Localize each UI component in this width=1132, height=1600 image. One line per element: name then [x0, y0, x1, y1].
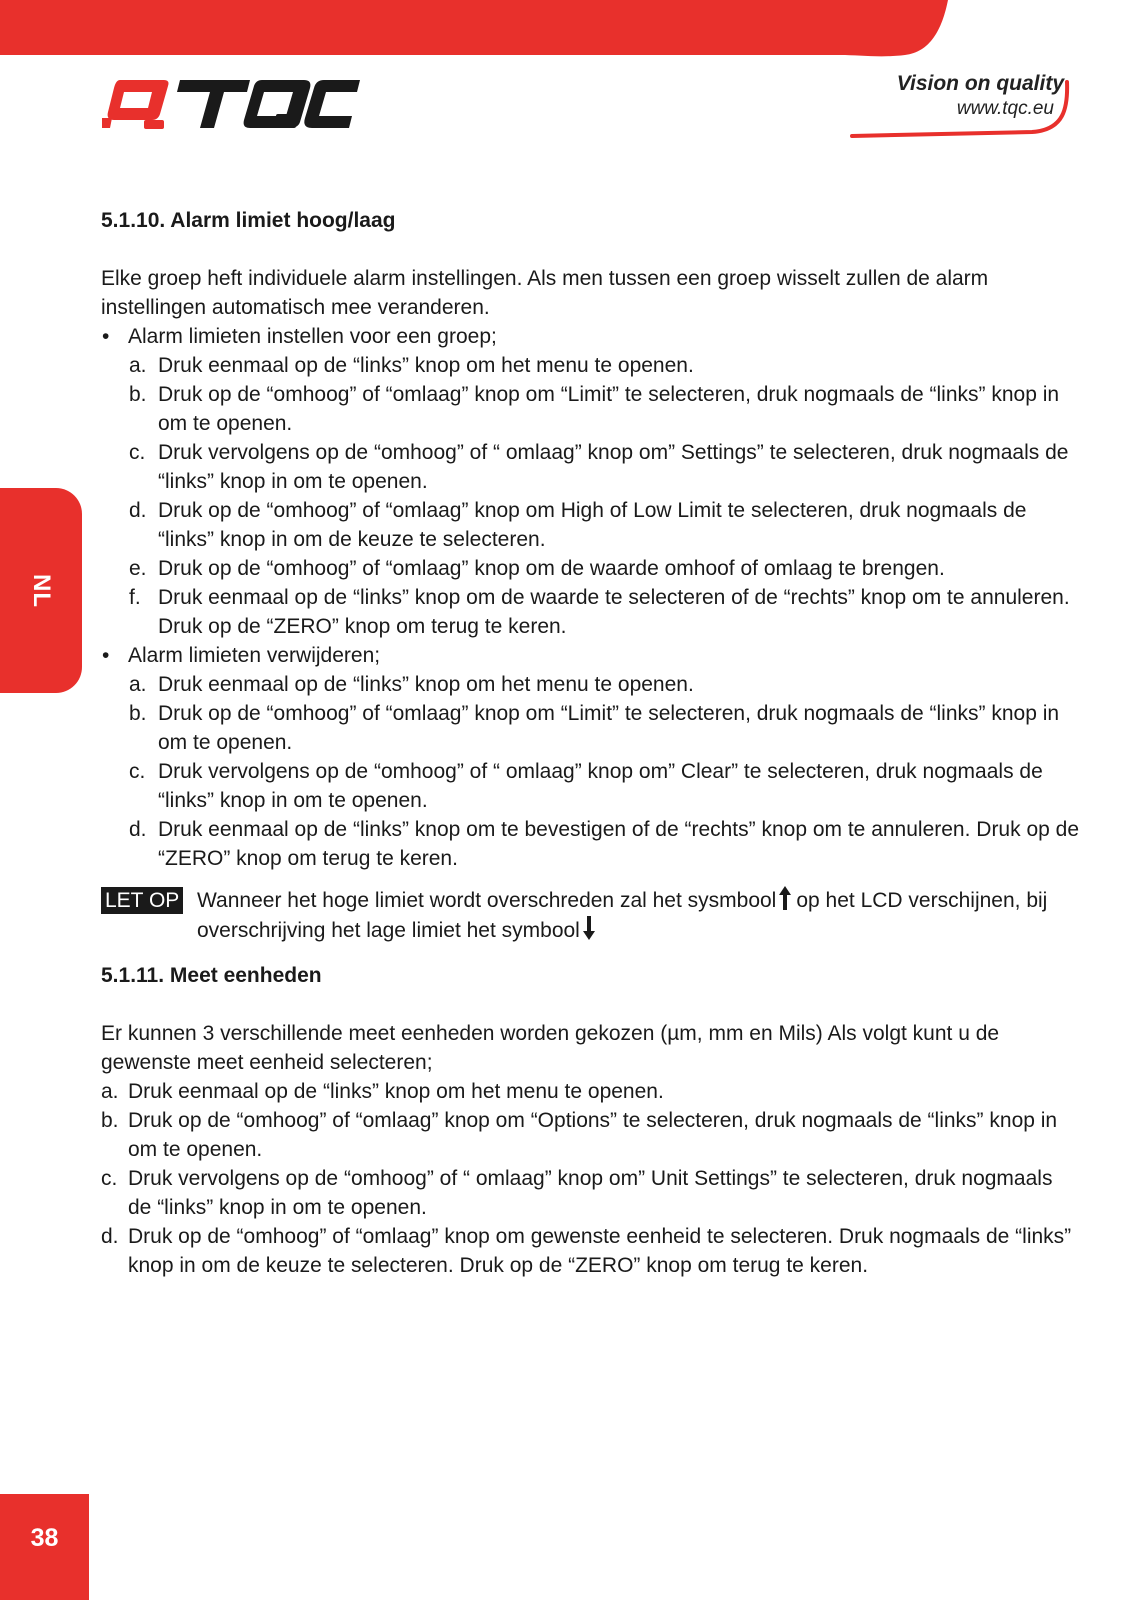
section-heading-alarm: 5.1.10. Alarm limiet hoog/laag [101, 209, 396, 232]
list-item [101, 1164, 1081, 1222]
arrow-up-icon [778, 885, 792, 911]
tagline-block [842, 70, 1072, 140]
list-marker: a. [101, 1080, 119, 1103]
list-marker: b. [101, 1109, 119, 1132]
list-marker: f. [129, 586, 141, 609]
language-tab [0, 488, 82, 693]
list-marker: c. [129, 760, 146, 783]
website-link[interactable]: www.tqc.eu [956, 98, 1054, 119]
page-number-box [0, 1494, 89, 1600]
list-text: Druk op de “omhoog” of “omlaag” knop om “Limit” te selecteren, druk nogmaals de “links” knop in om te openen. [158, 702, 1060, 754]
note-badge: LET OP [101, 887, 183, 914]
bullet-text: Alarm limieten verwijderen; [128, 644, 381, 667]
list-marker: d. [129, 818, 147, 841]
bullet-marker: • [102, 644, 110, 667]
list-item [101, 1077, 1081, 1106]
tagline-swoosh-icon [842, 78, 1072, 138]
list-item [101, 670, 1081, 699]
list-item [101, 583, 1081, 641]
list-text: Druk eenmaal op de “links” knop om de waarde te selecteren of de “rechts” knop om te annuleren. Druk op de “ZERO” knop om terug te keren. [158, 586, 1070, 638]
list-item [101, 554, 1081, 583]
section-intro-units: Er kunnen 3 verschillende meet eenheden worden gekozen (µm, mm en Mils) Als volgt kunt u de gewenste meet eenheid selecteren; [101, 1022, 1000, 1074]
page-number: 38 [30, 1524, 59, 1552]
list-marker: b. [129, 383, 147, 406]
bullet-text: Alarm limieten instellen voor een groep; [128, 325, 497, 348]
list-marker: b. [129, 702, 147, 725]
list-text: Druk vervolgens op de “omhoog” of “ omlaag” knop om” Clear” te selecteren, druk nogmaals de “links” knop in om te openen. [158, 760, 1043, 812]
list-item [101, 1222, 1081, 1280]
list-item [101, 815, 1081, 873]
arrow-down-icon [582, 915, 596, 941]
list-text: Druk op de “omhoog” of “omlaag” knop om High of Low Limit te selecteren, druk nogmaals de “links” knop in om de keuze te selecteren. [158, 499, 1027, 551]
list-marker: a. [129, 354, 147, 377]
main-content [101, 206, 1081, 1280]
list-item [101, 699, 1081, 757]
note-text-1: Wanneer het hoge limiet wordt overschreden zal het sysmbool [197, 889, 777, 912]
list-marker: e. [129, 557, 147, 580]
tagline: Vision on quality [896, 72, 1064, 95]
list-item [101, 1106, 1081, 1164]
list-item [101, 496, 1081, 554]
bullet-item [101, 641, 1081, 670]
list-marker: d. [101, 1225, 119, 1248]
list-text: Druk op de “omhoog” of “omlaag” knop om “Limit” te selecteren, druk nogmaals de “links” knop in om te openen. [158, 383, 1060, 435]
list-item [101, 438, 1081, 496]
section-heading-units: 5.1.11. Meet eenheden [101, 964, 322, 987]
bullet-item [101, 322, 1081, 351]
list-text: Druk op de “omhoog” of “omlaag” knop om de waarde omhoof of omlaag te brengen. [158, 557, 945, 580]
list-item [101, 380, 1081, 438]
list-text: Druk vervolgens op de “omhoog” of “ omlaag” knop om” Unit Settings” te selecteren, druk nogmaals de “links” knop in om te openen. [128, 1167, 1053, 1219]
list-marker: c. [101, 1167, 118, 1190]
header-band [0, 0, 1132, 62]
list-item [101, 351, 1081, 380]
note-block [101, 885, 1081, 945]
list-text: Druk vervolgens op de “omhoog” of “ omlaag” knop om” Settings” te selecteren, druk nogmaals de “links” knop in om te openen. [158, 441, 1069, 493]
language-label: NL [28, 573, 55, 608]
list-marker: c. [129, 441, 146, 464]
list-text: Druk eenmaal op de “links” knop om te bevestigen of de “rechts” knop om te annuleren. Druk op de “ZERO” knop om terug te keren. [158, 818, 1079, 870]
list-marker: a. [129, 673, 147, 696]
list-text: Druk eenmaal op de “links” knop om het menu te openen. [158, 354, 694, 377]
list-text: Druk op de “omhoog” of “omlaag” knop om gewenste eenheid te selecteren. Druk nogmaals de “links” knop in om de keuze te selecteren. Druk op de “ZERO” knop om terug te keren. [128, 1225, 1072, 1277]
section-intro-alarm: Elke groep heft individuele alarm instellingen. Als men tussen een groep wisselt zullen de alarm instellingen automatisch mee veranderen. [101, 267, 989, 319]
list-text: Druk eenmaal op de “links” knop om het menu te openen. [128, 1080, 664, 1103]
note-text-2: op het LCD verschijnen, bij overschrijving het lage limiet het symbool [197, 889, 1048, 942]
list-marker: d. [129, 499, 147, 522]
tqc-logo [100, 72, 360, 134]
list-text: Druk eenmaal op de “links” knop om het menu te openen. [158, 673, 694, 696]
list-item [101, 757, 1081, 815]
bullet-marker: • [102, 325, 110, 348]
list-text: Druk op de “omhoog” of “omlaag” knop om “Options” te selecteren, druk nogmaals de “links” knop in om te openen. [128, 1109, 1058, 1161]
